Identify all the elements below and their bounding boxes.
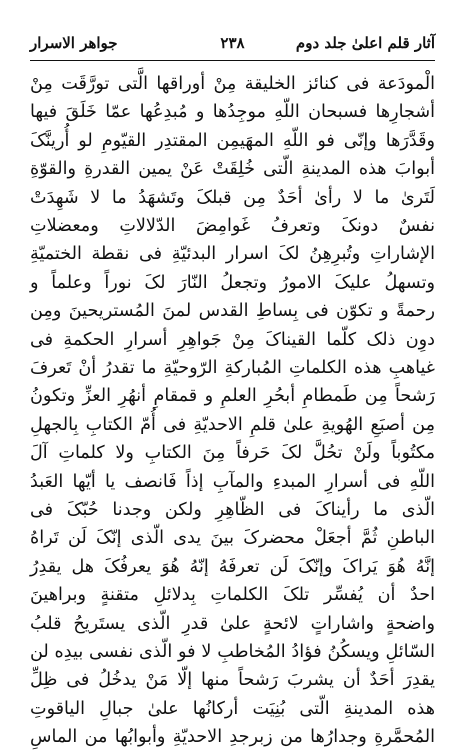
text-line: إنَّهُ هُوَ یَراکَ وإنّکَ لَن تعرفَهُ إنّهُ هُوَ یعرفُکَ هل یقدِرُ (30, 556, 435, 577)
text-line: اللّهِ فی أسرارِ المبدءِ والمآبِ إذاً فَانصف یا أیّها العَبدُ (30, 471, 435, 492)
text-line: واضحةٍ واشاراتٍ لائحةٍ علیٰ قدرِ الّذی یستَریحُ قلبُ (30, 613, 435, 634)
text-line: مِن أصبَعِ الهُویةِ علیٰ قلمِ الاحدیّةِ فی أُمّ الکتابِ بِالجهلِ (30, 414, 435, 435)
text-line: الإشاراتِ وتُبرِهِنُ لکَ اسرار البدئیّةِ فی نقطة الختمیّةِ (30, 244, 435, 265)
book-title: آثار قلم اعلیٰ جلد دوم (295, 34, 435, 52)
text-line: احدٌ أن یُفسِّر تلکَ الکلماتِ بِدلائلِ متقنةٍ وبراهینَ (30, 585, 435, 606)
text-line: دوِن ذلک کلّما القیناکَ مِنْ جَواهِرِ أسرارِ الحکمةِ فی (30, 329, 435, 350)
text-line: غیاهبِ هذه الکلماتِ المُبارکةِ الرّوحیّةِ ما تقدرُ أنْ تَعرفَ (30, 358, 435, 378)
page-number: ۲۳۸ (220, 34, 245, 52)
text-line: أبوابَ هذه المدینةِ الّتی خُلِقَتْ عَنْ یمین القدرةِ والقوّةِ (30, 159, 435, 180)
text-line: المُحمَّرةِ وجدارُها من زبرجدِ الاحدیّةِ وأبوابُها من الماسِ (30, 727, 435, 748)
page-header (30, 34, 435, 56)
header-rule (30, 60, 435, 61)
text-line: یقدِرَ أحَدٌ أن یشربَ رَشحاً منها إلّا مَنْ یدخُلُ فی ظِلِّ (30, 670, 435, 691)
text-line: الْمودَعة فی کنائز الخلیقة مِنْ أوراقها الَّتی تورَّقَت مِنْ (30, 74, 435, 94)
text-line: وقَدَّرَها وإنّی فو اللّهِ المهَیمِن المقتدِر القیّومِ لو أُرینَّکَ (30, 130, 435, 151)
text-line: الباطنِ ثُمَّ أجعَلْ محضرکَ بینَ یدی الّذی إنّکَ لَن تَراهُ (30, 528, 435, 549)
text-line: هذه المدینةِ الّتی بُنِیَت أرکانُها علیٰ جبالِ الیاقوتِ (30, 698, 435, 719)
text-line: الّذی ما رأیناکَ فی الظّاهِرِ ولکن وجدنا حُبّکَ فی (30, 500, 435, 520)
text-line: رَشحاً مِن طَمطامِ أبحُرِ العلمِ و قمقامِ أنهُرِ العزِّ وتکونُ (30, 386, 435, 407)
text-line: أشجارِها فسبحان اللّهِ موجِدُها و مُبدِعُها عمّا خَلَقَ فیها (30, 102, 435, 123)
text-line: نفسٌ دونکَ وتعرفُ غَوامِضَ الدّلالاتِ ومعضلاتِ (30, 216, 435, 236)
text-line: وتسهلُ علیکَ الامورُ وتجعلُ النّارَ لکَ نوراً وعلماً و (30, 272, 435, 293)
text-line: رحمةً و تکوّن فی بِساطِ القدس لمنَ المُستریحینَ ومِن (30, 301, 435, 322)
text-line: مکتُوباً ولَنْ تحُلَّ لکَ حَرفاً مِنَ الکتابِ ولا کلماتِ آلَ (30, 443, 435, 464)
text-line: السّائلِ ویسکُنُ فؤادُ المُخاطبِ لا فو الّذی نفسی بیدِه لن (30, 642, 435, 662)
text-line: لَتَرىٰ ما لا رأىٰ أحَدٌ مِن قبلکَ وتَشهَدُ ما لا شَهِدَتْ (30, 187, 435, 208)
chapter-title: جواهر الاسرار (30, 34, 118, 52)
